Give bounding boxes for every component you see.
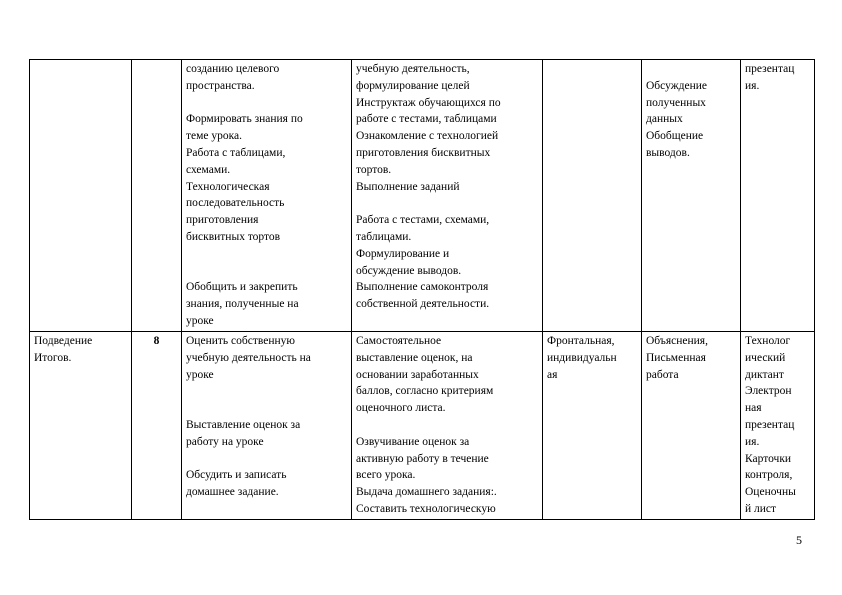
cell-text-line: знания, полученные на: [186, 298, 299, 311]
cell-text-line: индивидуальн: [547, 351, 617, 364]
methods-cell: [642, 332, 741, 520]
cell-text-line: уроке: [186, 368, 214, 381]
cell-text-line: презентац: [745, 63, 795, 75]
activity-cell: [352, 60, 543, 332]
cell-text-line: выводов.: [646, 146, 690, 159]
cell-text-line: данных: [646, 113, 683, 126]
cell-text-line: Обобщение: [646, 130, 704, 143]
cell-text-line: Итогов.: [34, 351, 72, 364]
cell-text-line: диктант: [745, 368, 784, 381]
cell-text-line: Фронтальная,: [547, 335, 615, 347]
cell-text-line: формулирование целей: [356, 79, 470, 92]
cell-text-line: баллов, согласно критериям: [356, 385, 494, 398]
cell-text-line: Выполнение самоконтроля: [356, 281, 489, 294]
form-cell: [543, 60, 642, 332]
methods-cell: [642, 60, 741, 332]
cell-text-line: пространства.: [186, 79, 255, 92]
cell-text-line: ия.: [745, 79, 760, 92]
cell-text-line: таблицами.: [356, 230, 412, 243]
tasks-cell: [182, 332, 352, 520]
cell-text-line: всего урока.: [356, 469, 416, 482]
cell-text-line: Составить технологическую: [356, 502, 496, 515]
cell-text-line: ический: [745, 351, 786, 364]
cell-text-line: Оценить собственную: [186, 335, 295, 347]
cell-text-line: основании заработанных: [356, 368, 479, 381]
cell-text-line: уроке: [186, 314, 214, 327]
cell-text-line: Озвучивание оценок за: [356, 435, 470, 448]
cell-text-line: Электрон: [745, 385, 792, 398]
cell-text-line: работу на уроке: [186, 435, 264, 448]
cell-text-line: бисквитных тортов: [186, 230, 281, 243]
cell-text-line: Объяснения,: [646, 335, 708, 347]
cell-text-line: домашнее задание.: [186, 486, 279, 499]
cell-text-line: й лист: [745, 502, 777, 515]
cell-text-line: Работа с тестами, схемами,: [356, 214, 490, 227]
cell-text-line: собственной деятельности.: [356, 298, 490, 311]
cell-text-line: работе с тестами, таблицами: [356, 113, 497, 126]
cell-text-line: Формировать знания по: [186, 113, 303, 126]
minutes-cell: 8: [132, 332, 182, 520]
cell-text-line: учебную деятельность на: [186, 351, 311, 364]
cell-text-line: учебную деятельность,: [356, 63, 470, 75]
cell-text-line: презентац: [745, 418, 795, 431]
table-row: [30, 332, 815, 520]
stage-cell: [30, 332, 132, 520]
cell-text-line: созданию целевого: [186, 63, 280, 75]
cell-text-line: ия.: [745, 435, 760, 448]
cell-text-line: Подведение: [34, 335, 93, 347]
cell-text-line: Самостоятельное: [356, 335, 442, 347]
stage-cell: [30, 60, 132, 332]
cell-text-line: оценочного листа.: [356, 402, 446, 415]
lesson-plan-table: [29, 59, 815, 520]
cell-text-line: Обсудить и записать: [186, 469, 287, 482]
cell-text-line: работа: [646, 368, 679, 381]
cell-text-line: Работа с таблицами,: [186, 146, 286, 159]
cell-text-line: тортов.: [356, 163, 392, 176]
cell-text-line: Выдача домашнего задания:.: [356, 486, 497, 499]
form-cell: [543, 332, 642, 520]
tools-cell: [741, 332, 815, 520]
cell-text-line: полученных: [646, 96, 706, 109]
table-row: [30, 60, 815, 332]
cell-text-line: Инструктаж обучающихся по: [356, 96, 501, 109]
cell-text-line: Технолог: [745, 335, 791, 347]
cell-text-line: ая: [547, 368, 558, 381]
activity-cell: [352, 332, 543, 520]
cell-text-line: Технологическая: [186, 180, 270, 193]
cell-text-line: выставление оценок, на: [356, 351, 473, 364]
minutes-cell: [132, 60, 182, 332]
cell-text-line: Обсуждение: [646, 79, 708, 92]
cell-text-line: приготовления: [186, 214, 259, 227]
cell-text-line: последовательность: [186, 197, 285, 210]
cell-text-line: Письменная: [646, 351, 706, 364]
tools-cell: [741, 60, 815, 332]
tasks-cell: [182, 60, 352, 332]
cell-text-line: схемами.: [186, 163, 231, 176]
cell-text-line: теме урока.: [186, 130, 243, 143]
cell-text-line: Выставление оценок за: [186, 418, 301, 431]
cell-text-line: Выполнение заданий: [356, 180, 460, 193]
cell-text-line: активную работу в течение: [356, 452, 489, 465]
cell-text-line: Обобщить и закрепить: [186, 281, 298, 294]
cell-text-line: Оценочны: [745, 486, 796, 499]
cell-text-line: Формулирование и: [356, 247, 450, 260]
page-number: 5: [796, 533, 802, 547]
cell-text-line: обсуждение выводов.: [356, 264, 462, 277]
cell-text-line: Карточки: [745, 452, 792, 465]
cell-text-line: приготовления бисквитных: [356, 146, 491, 159]
cell-text-line: контроля,: [745, 469, 793, 482]
cell-text-line: ная: [745, 402, 762, 415]
cell-text-line: Ознакомление с технологией: [356, 130, 499, 143]
